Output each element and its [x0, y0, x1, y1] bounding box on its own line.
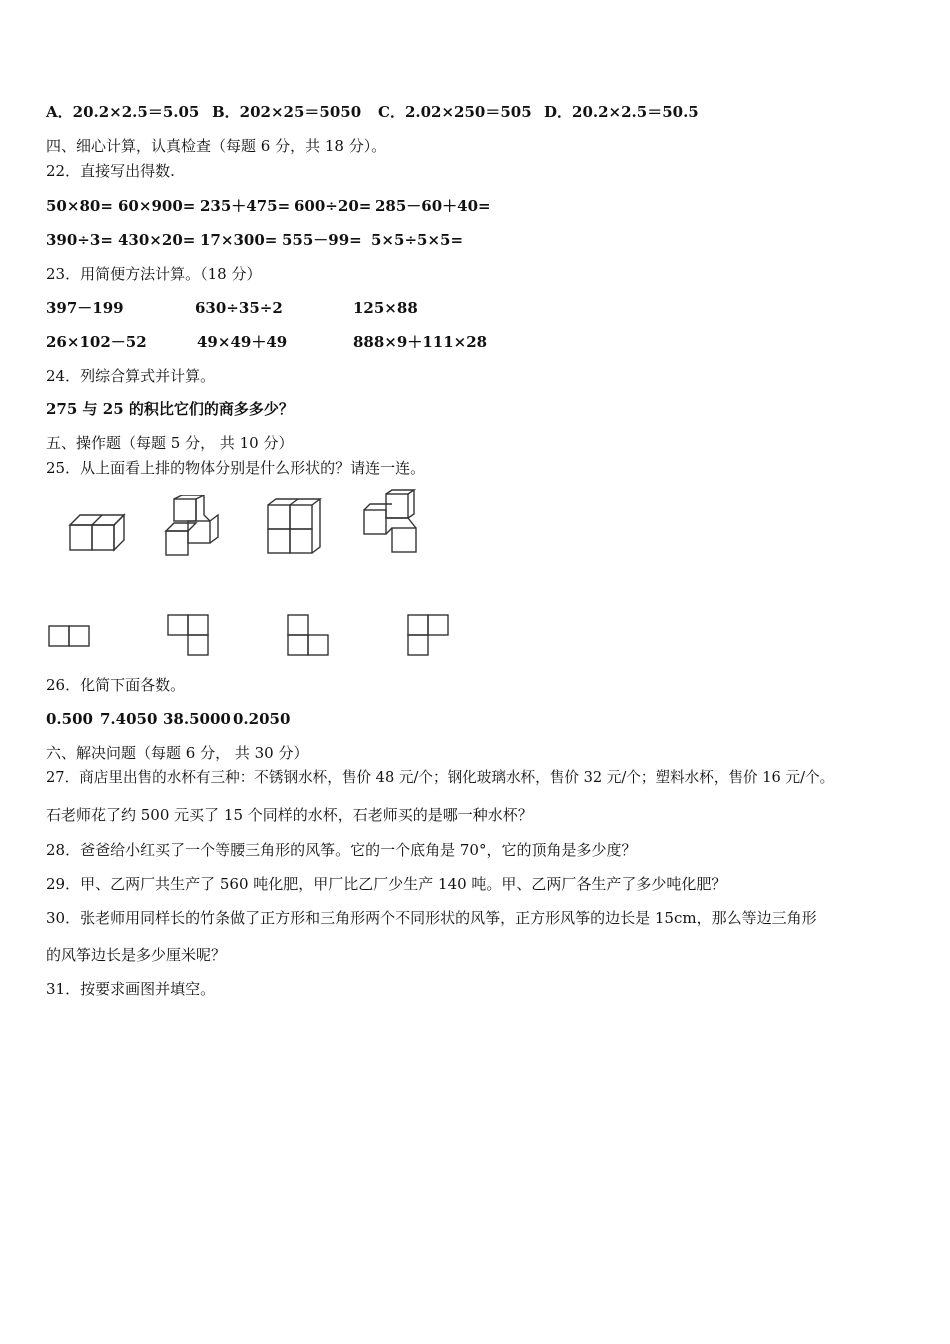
q26-number: 38.5000	[163, 710, 231, 728]
q22-item: 50×80=	[46, 197, 113, 215]
q23-item: 397－199	[46, 299, 124, 317]
section5-title: 五、操作题（每题 5 分， 共 10 分）	[46, 434, 294, 452]
cube-figure-1	[60, 505, 130, 557]
q22-item: 600÷20=	[294, 197, 372, 215]
q30-line2: 的风筝边长是多少厘米呢？	[46, 946, 227, 964]
cube-figure-2	[158, 495, 230, 559]
q22-item: 430×20=	[118, 231, 196, 249]
q24-title: 24．列综合算式并计算。	[46, 367, 216, 385]
top-view-2	[165, 613, 211, 657]
q23-item: 26×102－52	[46, 333, 147, 351]
top-view-4	[405, 613, 451, 657]
q21-option-b: B．202×25＝5050	[212, 103, 362, 121]
q22-item: 555－99=	[282, 231, 362, 249]
section6-title: 六、解决问题（每题 6 分， 共 30 分）	[46, 744, 309, 762]
q22-item: 5×5÷5×5=	[371, 231, 464, 249]
q26-title: 26．化简下面各数。	[46, 676, 186, 694]
q28-text: 28．爸爸给小红买了一个等腰三角形的风筝。它的一个底角是 70°，它的顶角是多少度？	[46, 841, 637, 859]
q26-number: 0.500	[46, 710, 93, 728]
section4-title: 四、细心计算，认真检查（每题 6 分，共 18 分）。	[46, 137, 387, 155]
q22-title: 22．直接写出得数.	[46, 162, 175, 180]
top-view-3	[285, 613, 331, 657]
top-view-1	[47, 622, 91, 648]
q22-item: 285－60＋40=	[375, 197, 491, 215]
q21-option-a: A．20.2×2.5＝5.05	[46, 103, 200, 121]
q23-item: 49×49＋49	[197, 333, 288, 351]
q24-text: 275 与 25 的积比它们的商多多少？	[46, 400, 294, 418]
q29-text: 29．甲、乙两厂共生产了 560 吨化肥，甲厂比乙厂少生产 140 吨。甲、乙两厂各生产了多少吨化肥？	[46, 875, 727, 893]
cube-figure-4	[356, 488, 426, 556]
q31-text: 31．按要求画图并填空。	[46, 980, 216, 998]
q23-item: 125×88	[353, 299, 418, 317]
q22-item: 17×300=	[200, 231, 278, 249]
q22-item: 60×900=	[118, 197, 196, 215]
cube-figure-3	[262, 497, 324, 559]
q25-title: 25．从上面看上排的物体分别是什么形状的？请连一连。	[46, 459, 426, 477]
q23-item: 630÷35÷2	[195, 299, 283, 317]
q22-item: 235＋475=	[200, 197, 291, 215]
q23-item: 888×9＋111×28	[353, 333, 488, 351]
q27-line1: 27．商店里出售的水杯有三种：不锈钢水杯，售价 48 元/个；钢化玻璃水杯，售价 32 元/个；塑料水杯，售价 16 元/个。	[46, 769, 835, 786]
q23-title: 23．用简便方法计算。（18 分）	[46, 265, 262, 283]
q21-option-c: C．2.02×250＝505	[378, 103, 532, 121]
q27-line2: 石老师花了约 500 元买了 15 个同样的水杯，石老师买的是哪一种水杯？	[46, 806, 533, 824]
q22-item: 390÷3=	[46, 231, 113, 249]
q26-number: 0.2050	[233, 710, 291, 728]
q26-number: 7.4050	[100, 710, 158, 728]
q30-line1: 30．张老师用同样长的竹条做了正方形和三角形两个不同形状的风筝，正方形风筝的边长是 15cm，那么等边三角形	[46, 909, 817, 927]
q21-option-d: D．20.2×2.5＝50.5	[544, 103, 699, 121]
